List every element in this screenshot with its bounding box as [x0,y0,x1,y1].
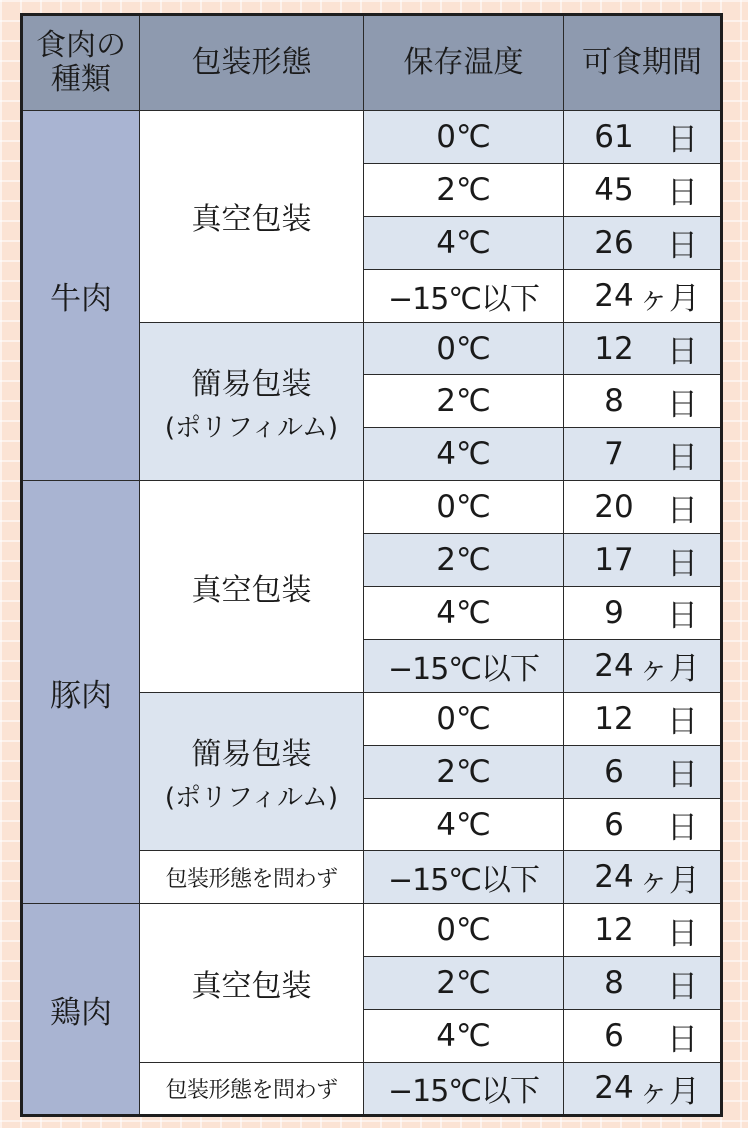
storage-temp-cell: 4℃ [364,1010,564,1063]
edible-period-cell [564,111,722,164]
edible-period-value [564,1014,720,1059]
edible-period-cell [564,163,722,216]
edible-period-unit: 日 [667,545,698,582]
table-row [22,111,722,164]
packaging-cell [140,322,364,481]
edible-period-number: 26 [594,224,634,261]
edible-period-value [564,855,720,900]
edible-period-cell [564,904,722,957]
storage-temp-cell: −15℃以下 [364,1063,564,1116]
edible-period-unit: 日 [667,1021,698,1058]
packaging-label: 真空包装 [191,572,312,608]
edible-period-cell [564,322,722,375]
edible-period-unit: 日 [667,228,698,265]
packaging-cell [140,692,364,851]
storage-temp-cell: 2℃ [364,957,564,1010]
edible-period-value [564,961,720,1006]
edible-period-number: 9 [604,594,624,631]
edible-period-value [564,220,720,265]
edible-period-value [564,696,720,741]
edible-period-value [564,643,720,688]
edible-period-unit: ヶ月 [638,651,700,688]
edible-period-unit: 日 [667,492,698,529]
edible-period-cell [564,692,722,745]
edible-period-number: 6 [604,1018,624,1055]
edible-period-value [564,432,720,477]
storage-temp-cell: 2℃ [364,163,564,216]
edible-period-number: 45 [594,171,634,208]
edible-period-unit: 日 [667,386,698,423]
edible-period-cell [564,745,722,798]
edible-period-number: 7 [604,436,624,473]
edible-period-number: 20 [594,489,634,526]
edible-period-cell [564,216,722,269]
storage-temp-cell: 2℃ [364,745,564,798]
storage-temp-cell: 4℃ [364,428,564,481]
storage-temp-cell: −15℃以下 [364,639,564,692]
storage-temp-cell: 2℃ [364,375,564,428]
edible-period-number: 24 [594,859,634,896]
edible-period-unit: ヶ月 [638,281,700,318]
storage-temp-cell: −15℃以下 [364,851,564,904]
table-body [22,111,722,1116]
edible-period-value [564,167,720,212]
storage-temp-cell: 4℃ [364,587,564,640]
packaging-label: 包装形態を問わず [165,1077,338,1103]
storage-temp-cell: 0℃ [364,481,564,534]
edible-period-number: 12 [594,700,634,737]
edible-period-unit: 日 [667,810,698,847]
storage-temp-cell: 2℃ [364,534,564,587]
edible-period-value [564,802,720,847]
edible-period-number: 6 [604,753,624,790]
edible-period-cell [564,957,722,1010]
edible-period-value [564,908,720,953]
edible-period-cell [564,269,722,322]
edible-period-cell [564,428,722,481]
edible-period-unit: 日 [667,175,698,212]
edible-period-cell [564,1063,722,1116]
packaging-label: 簡易包装 [191,366,312,402]
edible-period-unit: 日 [667,915,698,952]
edible-period-value [564,485,720,530]
packaging-cell [140,111,364,323]
edible-period-value [564,1066,720,1111]
edible-period-unit: 日 [667,439,698,476]
storage-temp-cell: 0℃ [364,111,564,164]
edible-period-number: 8 [604,383,624,420]
header-edible-period: 可食期間 [564,15,722,111]
packaging-cell [140,904,364,1063]
edible-period-value [564,749,720,794]
table-row [22,904,722,957]
edible-period-cell [564,375,722,428]
edible-period-value [564,379,720,424]
edible-period-number: 24 [594,647,634,684]
storage-temp-cell: 4℃ [364,216,564,269]
storage-temp-cell: 4℃ [364,798,564,851]
storage-temp-cell: 0℃ [364,904,564,957]
edible-period-cell [564,587,722,640]
storage-temp-cell: 0℃ [364,322,564,375]
edible-period-number: 24 [594,277,634,314]
edible-period-number: 8 [604,965,624,1002]
edible-period-cell [564,798,722,851]
edible-period-number: 17 [594,542,634,579]
header-meat-type-label: 食肉の 種類 [36,27,126,97]
edible-period-number: 12 [594,330,634,367]
packaging-cell [140,1063,364,1116]
edible-period-unit: 日 [667,598,698,635]
edible-period-cell [564,1010,722,1063]
edible-period-number: 24 [594,1070,634,1107]
edible-period-unit: 日 [667,122,698,159]
edible-period-unit: ヶ月 [638,862,700,899]
meat-storage-table [20,13,723,1117]
packaging-cell [140,851,364,904]
edible-period-number: 61 [594,118,634,155]
packaging-label: 真空包装 [191,969,312,1005]
edible-period-cell [564,639,722,692]
edible-period-value [564,273,720,318]
edible-period-cell [564,481,722,534]
storage-temp-cell: 0℃ [364,692,564,745]
edible-period-unit: ヶ月 [638,1073,700,1110]
packaging-label: 包装形態を問わず [165,866,338,892]
edible-period-value [564,326,720,371]
edible-period-unit: 日 [667,968,698,1005]
edible-period-unit: 日 [667,334,698,370]
header-row [22,15,722,111]
edible-period-number: 6 [604,806,624,843]
edible-period-unit: 日 [667,757,698,794]
header-meat-type [22,15,140,111]
header-packaging: 包装形態 [140,15,364,111]
packaging-sublabel: (ポリフィルム) [164,412,339,443]
meat-type-cell: 豚肉 [22,481,140,904]
meat-type-cell: 鶏肉 [22,904,140,1116]
packaging-cell [140,481,364,693]
packaging-label: 真空包装 [191,202,312,238]
table-row [22,481,722,534]
edible-period-number: 12 [594,912,634,949]
packaging-label: 簡易包装 [191,737,312,773]
edible-period-cell [564,534,722,587]
packaging-sublabel: (ポリフィルム) [164,783,339,814]
meat-type-cell: 牛肉 [22,111,140,481]
edible-period-cell [564,851,722,904]
storage-temp-cell: −15℃以下 [364,269,564,322]
edible-period-value [564,538,720,583]
edible-period-value [564,114,720,159]
edible-period-value [564,590,720,635]
header-storage-temp: 保存温度 [364,15,564,111]
edible-period-unit: 日 [667,704,698,741]
